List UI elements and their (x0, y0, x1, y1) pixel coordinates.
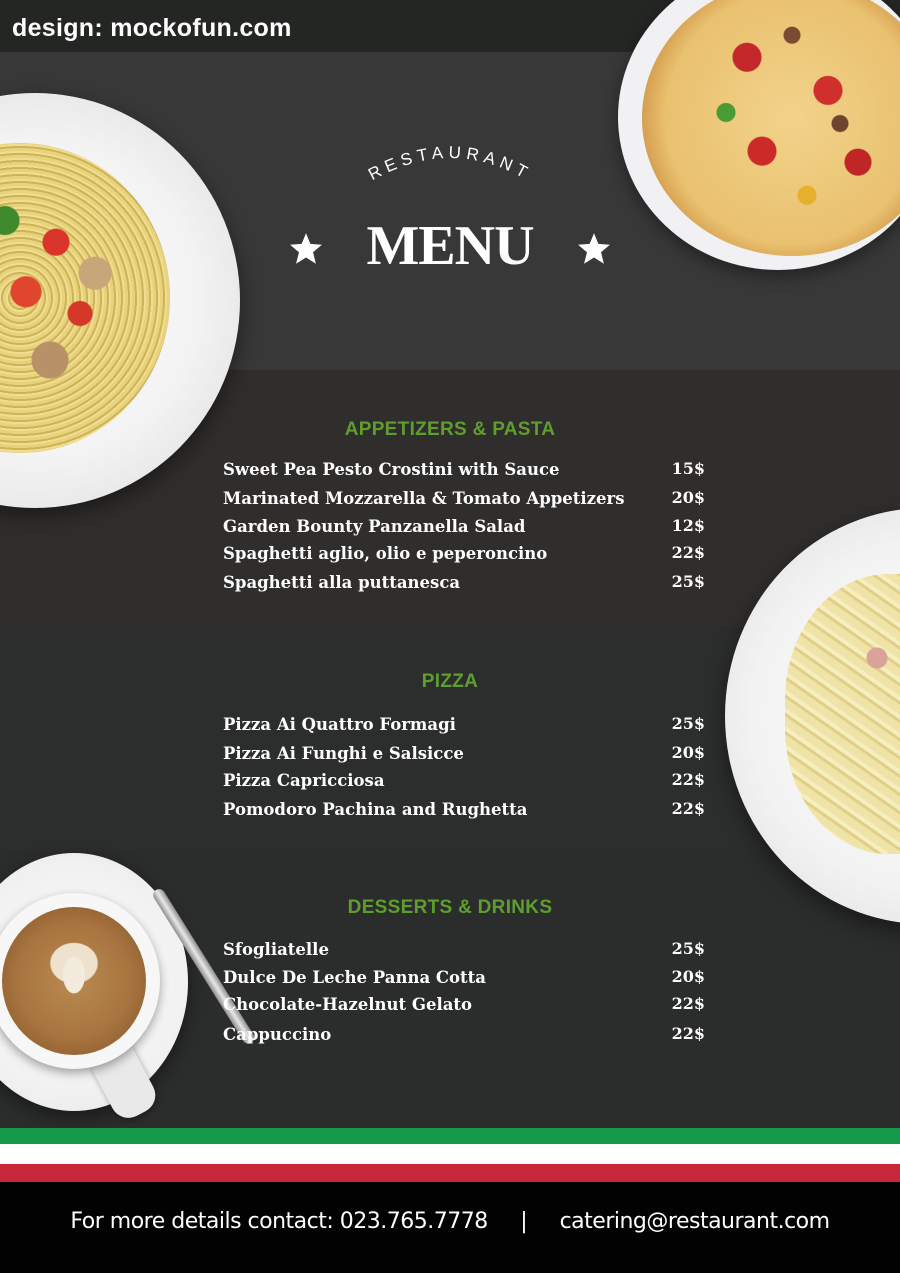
section-title-desserts-drinks: DESSERTS & DRINKS (347, 897, 553, 918)
menu-item-price: 20$ (671, 743, 705, 762)
star-icon (576, 231, 612, 267)
footer-contact-text: For more details contact: 023.765.7778 | catering@restaurant.com (70, 1209, 830, 1234)
menu-item-name: Sfogliatelle (223, 940, 329, 959)
menu-item (223, 800, 705, 824)
menu-item-price: 22$ (671, 1024, 705, 1043)
menu-item-name: Cappuccino (223, 1025, 332, 1044)
menu-item-name: Sweet Pea Pesto Crostini with Sauce (223, 460, 560, 479)
menu-item-name: Marinated Mozzarella & Tomato Appetizers (223, 489, 625, 508)
menu-item (223, 771, 705, 795)
flag-stripe-red (0, 1164, 900, 1182)
menu-item-price: 22$ (671, 799, 705, 818)
menu-item-name: Spaghetti alla puttanesca (223, 573, 461, 592)
menu-item (223, 744, 705, 768)
menu-item-price: 22$ (671, 994, 705, 1013)
menu-item (223, 995, 705, 1019)
menu-item (223, 940, 705, 964)
menu-item (223, 573, 705, 597)
design-credit: design: mockofun.com (12, 14, 292, 42)
menu-item-price: 12$ (671, 516, 705, 535)
menu-item (223, 460, 705, 484)
flag-stripe-white (0, 1144, 900, 1164)
menu-item-name: Pizza Capricciosa (223, 771, 385, 790)
menu-item-price: 25$ (671, 714, 705, 733)
section-title-pizza: PIZZA (421, 671, 479, 692)
menu-item-price: 15$ (671, 459, 705, 478)
menu-item (223, 715, 705, 739)
menu-item (223, 517, 705, 541)
menu-item-name: Dulce De Leche Panna Cotta (223, 968, 486, 987)
flag-stripe-green (0, 1128, 900, 1144)
menu-item-name: Spaghetti aglio, olio e peperoncino (223, 544, 548, 563)
menu-item (223, 544, 705, 568)
menu-item (223, 1025, 705, 1049)
section-title-appetizers-pasta: APPETIZERS & PASTA (344, 419, 556, 440)
menu-item-name: Pizza Ai Quattro Formagi (223, 715, 456, 734)
menu-item-price: 20$ (671, 967, 705, 986)
menu-item-name: Chocolate-Hazelnut Gelato (223, 995, 473, 1014)
menu-item-name: Pizza Ai Funghi e Salsicce (223, 744, 464, 763)
menu-item-price: 25$ (671, 572, 705, 591)
svg-text:RESTAURANT: RESTAURANT (365, 142, 535, 185)
menu-item-price: 25$ (671, 939, 705, 958)
menu-item-name: Garden Bounty Panzanella Salad (223, 517, 526, 536)
restaurant-arc-label (330, 128, 570, 208)
menu-title: MENU (366, 215, 534, 277)
menu-item (223, 968, 705, 992)
menu-item-price: 22$ (671, 770, 705, 789)
menu-item-price: 20$ (671, 488, 705, 507)
menu-item-price: 22$ (671, 543, 705, 562)
menu-item (223, 489, 705, 513)
menu-item-name: Pomodoro Pachina and Rughetta (223, 800, 528, 819)
